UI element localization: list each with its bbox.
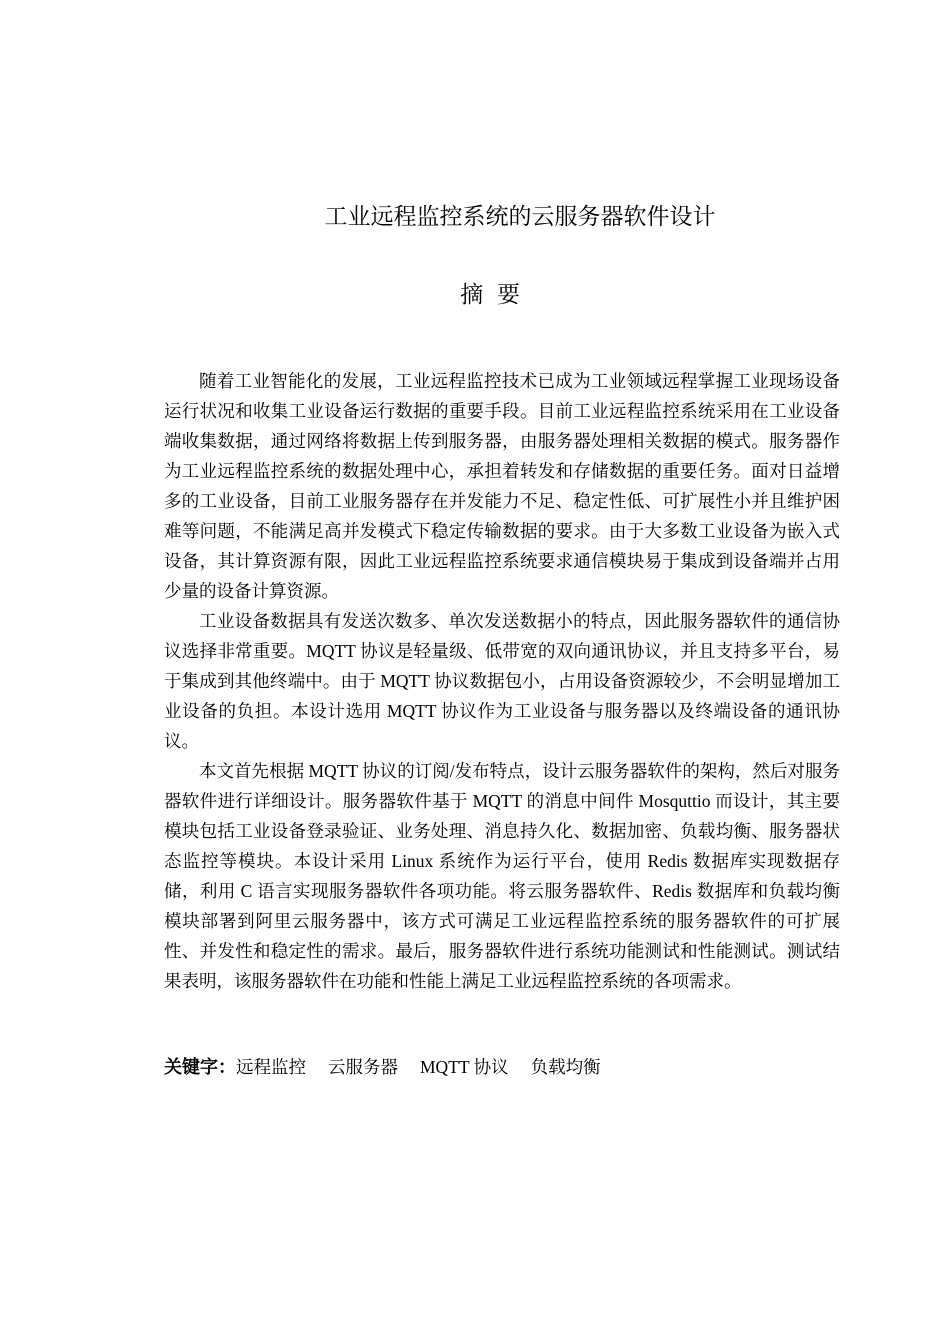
- keyword: MQTT 协议: [420, 1057, 509, 1077]
- abstract-paragraph: 工业设备数据具有发送次数多、单次发送数据小的特点，因此服务器软件的通信协议选择非常重要。MQTT 协议是轻量级、低带宽的双向通讯协议，并且支持多平台，易于集成到其他终端中。由于 MQTT 协议数据包小，占用设备资源较少，不会明显增加工业设备的负担。本设计选用 MQTT 协议作为工业设备与服务器以及终端设备的通讯协议。: [164, 611, 840, 751]
- keyword: 远程监控: [236, 1057, 306, 1077]
- keyword: 负载均衡: [530, 1057, 601, 1077]
- keywords-label: 关键字：: [164, 1057, 236, 1078]
- abstract-heading: 摘要: [460, 282, 534, 308]
- abstract-body: [164, 366, 840, 996]
- abstract-paragraph: 随着工业智能化的发展，工业远程监控技术已成为工业领域远程掌握工业现场设备运行状况和收集工业设备运行数据的重要手段。目前工业远程监控系统采用在工业设备端收集数据，通过网络将数据上传到服务器，由服务器处理相关数据的模式。服务器作为工业远程监控系统的数据处理中心，承担着转发和存储数据的重要任务。面对日益增多的工业设备，目前工业服务器存在并发能力不足、稳定性低、可扩展性小并且维护困难等问题，不能满足高并发模式下稳定传输数据的要求。由于大多数工业设备为嵌入式设备，其计算资源有限，因此工业远程监控系统要求通信模块易于集成到设备端并占用少量的设备计算资源。: [164, 371, 840, 601]
- abstract-paragraph: 本文首先根据 MQTT 协议的订阅/发布特点，设计云服务器软件的架构，然后对服务器软件进行详细设计。服务器软件基于 MQTT 的消息中间件 Mosquttio 而设计，其主要模块包括工业设备登录验证、业务处理、消息持久化、数据加密、负载均衡、服务器状态监控等模块。本设计采用 Linux 系统作为运行平台，使用 Redis 数据库实现数据存储，利用 C 语言实现服务器软件各项功能。将云服务器软件、Redis 数据库和负载均衡模块部署到阿里云服务器中，该方式可满足工业远程监控系统的服务器软件的可扩展性、并发性和稳定性的需求。最后，服务器软件进行系统功能测试和性能测试。测试结果表明，该服务器软件在功能和性能上满足工业远程监控系统的各项需求。: [164, 761, 840, 991]
- keywords-line: [164, 1052, 840, 1083]
- document-title: 工业远程监控系统的云服务器软件设计: [324, 204, 716, 230]
- keyword: 云服务器: [328, 1057, 398, 1077]
